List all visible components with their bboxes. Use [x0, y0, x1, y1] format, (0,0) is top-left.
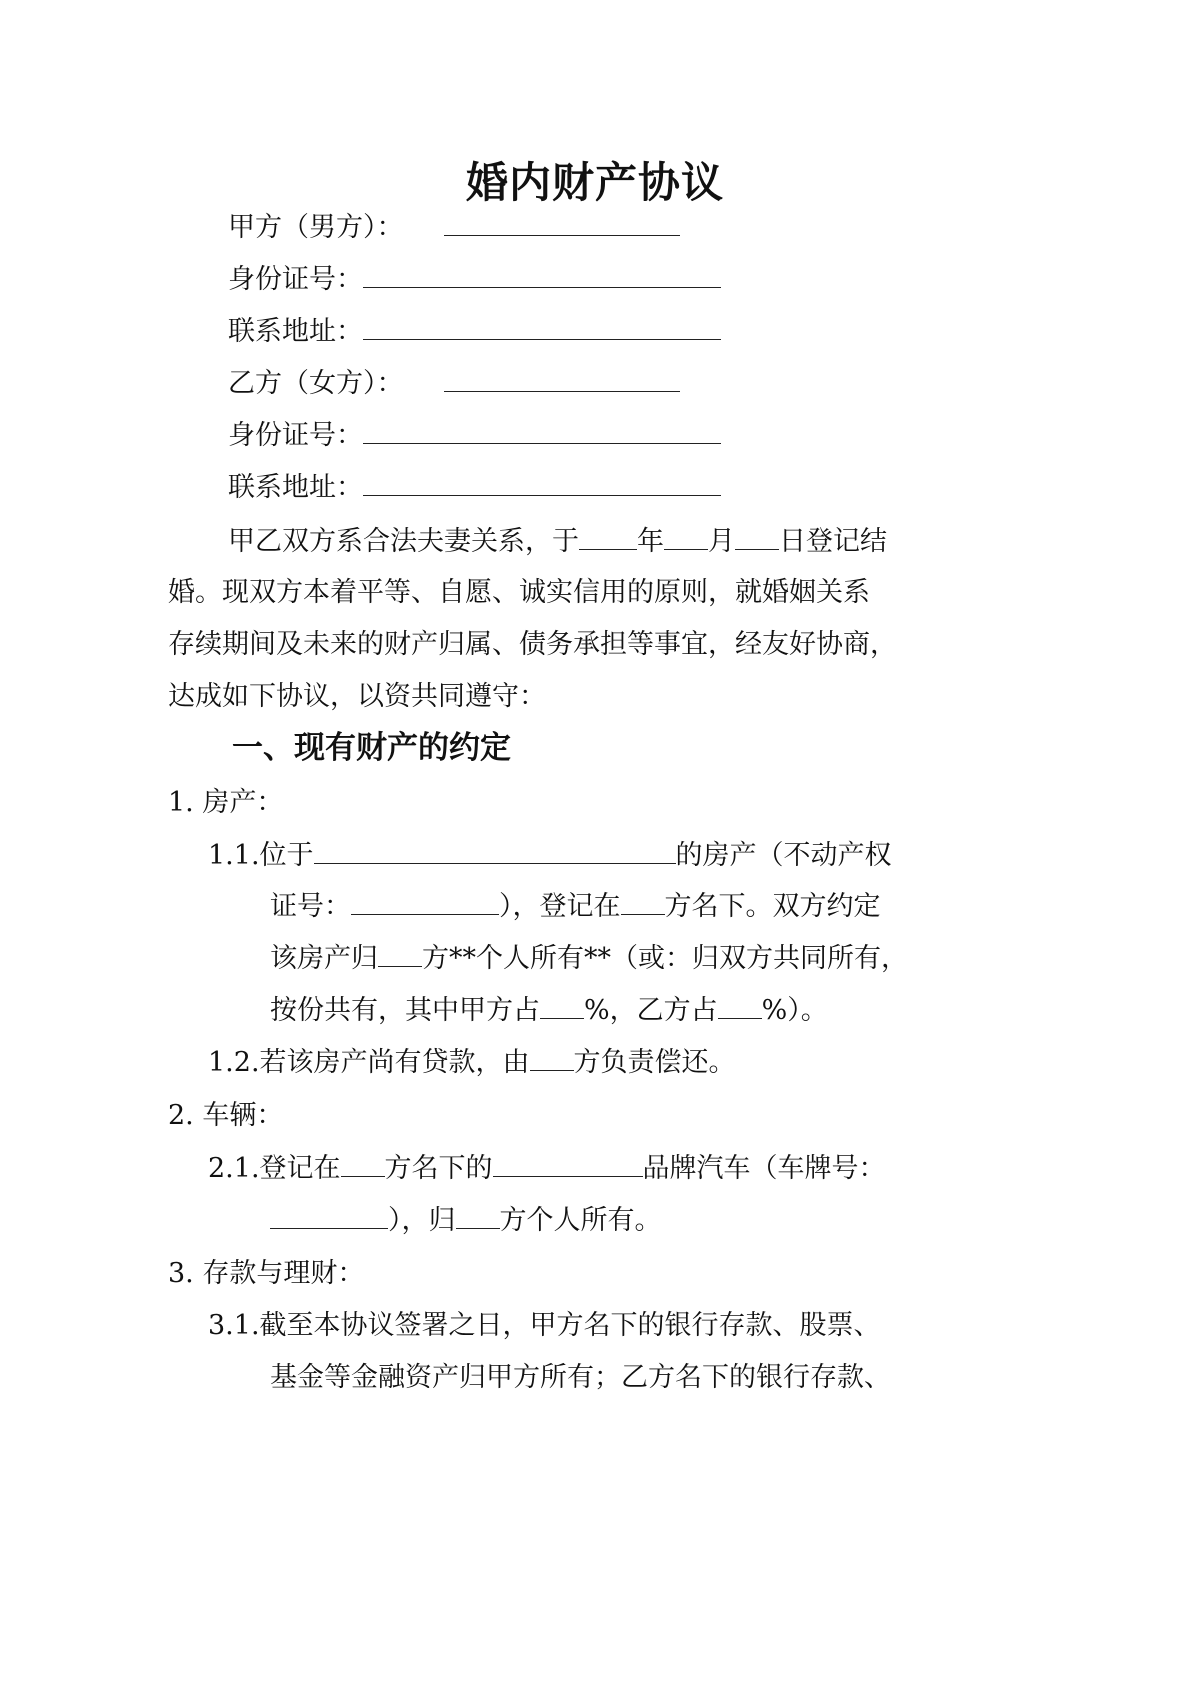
registered-party-blank[interactable]: [621, 886, 665, 915]
item-number: 3.1.: [208, 1310, 260, 1341]
item-text: %，乙方占: [584, 995, 718, 1026]
party-b-label: 乙方（女方）：: [228, 368, 404, 399]
party-a-id-row: [228, 259, 721, 300]
party-a-name-blank[interactable]: [444, 207, 680, 236]
owner-party-blank[interactable]: [378, 938, 422, 967]
party-a-address-label: 联系地址：: [228, 316, 363, 347]
item-text: 方名下的: [384, 1153, 493, 1184]
vehicle-owner-party-blank[interactable]: [456, 1200, 500, 1229]
item-1-1-line-2: [270, 886, 881, 927]
vehicle-brand-blank[interactable]: [493, 1148, 643, 1177]
party-b-id-blank[interactable]: [363, 415, 721, 444]
party-b-id-row: [228, 415, 721, 456]
party-b-name-blank[interactable]: [444, 363, 680, 392]
item-1-1-line-1: [208, 835, 892, 876]
item-text: 该房产归: [270, 943, 378, 974]
item-text: ），登记在: [499, 891, 621, 922]
section-1-heading: 一、现有财产的约定: [232, 730, 511, 766]
year-label: 年: [637, 526, 664, 557]
preamble-text: 甲乙双方系合法夫妻关系，于: [228, 526, 579, 557]
item-text: 方个人所有。: [499, 1205, 662, 1236]
item-text: 按份共有，其中甲方占: [270, 995, 540, 1026]
month-blank[interactable]: [664, 521, 708, 550]
document-title: 婚内财产协议: [465, 158, 724, 207]
preamble-line-1: [228, 521, 887, 562]
item-1-label: 1. 房产：: [168, 787, 284, 818]
item-text: 若该房产尚有贷款，由: [259, 1047, 530, 1078]
item-text: 方名下。双方约定: [664, 891, 881, 922]
party-b-address-blank[interactable]: [363, 467, 721, 496]
item-3-1-line-1: [208, 1306, 881, 1346]
preamble-line-4: 达成如下协议，以资共同遵守：: [168, 681, 546, 712]
month-label: 月: [708, 526, 735, 557]
item-2-label: 2. 车辆：: [168, 1100, 284, 1131]
certificate-number-blank[interactable]: [351, 886, 499, 915]
party-b-share-blank[interactable]: [718, 990, 762, 1019]
party-a-address-row: [228, 311, 721, 352]
plate-number-blank[interactable]: [270, 1200, 388, 1229]
party-b-address-row: [228, 467, 721, 508]
party-a-label: 甲方（男方）：: [228, 212, 404, 243]
item-text: 品牌汽车（车牌号：: [642, 1153, 886, 1184]
vehicle-registered-party-blank[interactable]: [341, 1148, 385, 1177]
item-3-1-line-2: 基金等金融资产归甲方所有；乙方名下的银行存款、: [270, 1362, 891, 1393]
day-blank[interactable]: [735, 521, 779, 550]
party-a-share-blank[interactable]: [540, 990, 584, 1019]
item-number: 1.2.: [208, 1047, 260, 1078]
party-b-address-label: 联系地址：: [228, 472, 363, 503]
item-text: 证号：: [270, 891, 351, 922]
item-number: 1.1.: [208, 840, 260, 871]
party-b-name-row: [228, 363, 680, 404]
item-text: 截至本协议签署之日，甲方名下的银行存款、股票、: [259, 1310, 881, 1341]
item-text: 位于: [259, 840, 314, 871]
item-number: 2.1.: [208, 1153, 260, 1184]
party-a-address-blank[interactable]: [363, 311, 721, 340]
item-1-1-line-3: [270, 938, 908, 979]
item-text: 方负责偿还。: [573, 1047, 736, 1078]
item-1-2: [208, 1042, 736, 1083]
item-text: 方**个人所有**（或：归双方共同所有，: [422, 943, 908, 974]
year-blank[interactable]: [579, 521, 637, 550]
loan-party-blank[interactable]: [530, 1042, 574, 1071]
item-3-label: 3. 存款与理财：: [168, 1258, 365, 1289]
party-a-id-label: 身份证号：: [228, 264, 363, 295]
item-text: ），归: [388, 1205, 456, 1236]
party-a-name-row: [228, 207, 680, 248]
preamble-line-3: 存续期间及未来的财产归属、债务承担等事宜，经友好协商，: [168, 629, 897, 660]
item-2-1-line-1: [208, 1148, 886, 1189]
preamble-line-2: 婚。现双方本着平等、自愿、诚实信用的原则，就婚姻关系: [168, 577, 870, 608]
property-location-blank[interactable]: [314, 835, 676, 864]
item-2-1-line-2: [270, 1200, 662, 1241]
party-b-id-label: 身份证号：: [228, 420, 363, 451]
item-text: 登记在: [259, 1153, 341, 1184]
item-1-1-line-4: [270, 990, 828, 1031]
item-text: 的房产（不动产权: [675, 840, 892, 871]
preamble-text: 日登记结: [779, 526, 887, 557]
item-text: %）。: [761, 995, 828, 1026]
party-a-id-blank[interactable]: [363, 259, 721, 288]
